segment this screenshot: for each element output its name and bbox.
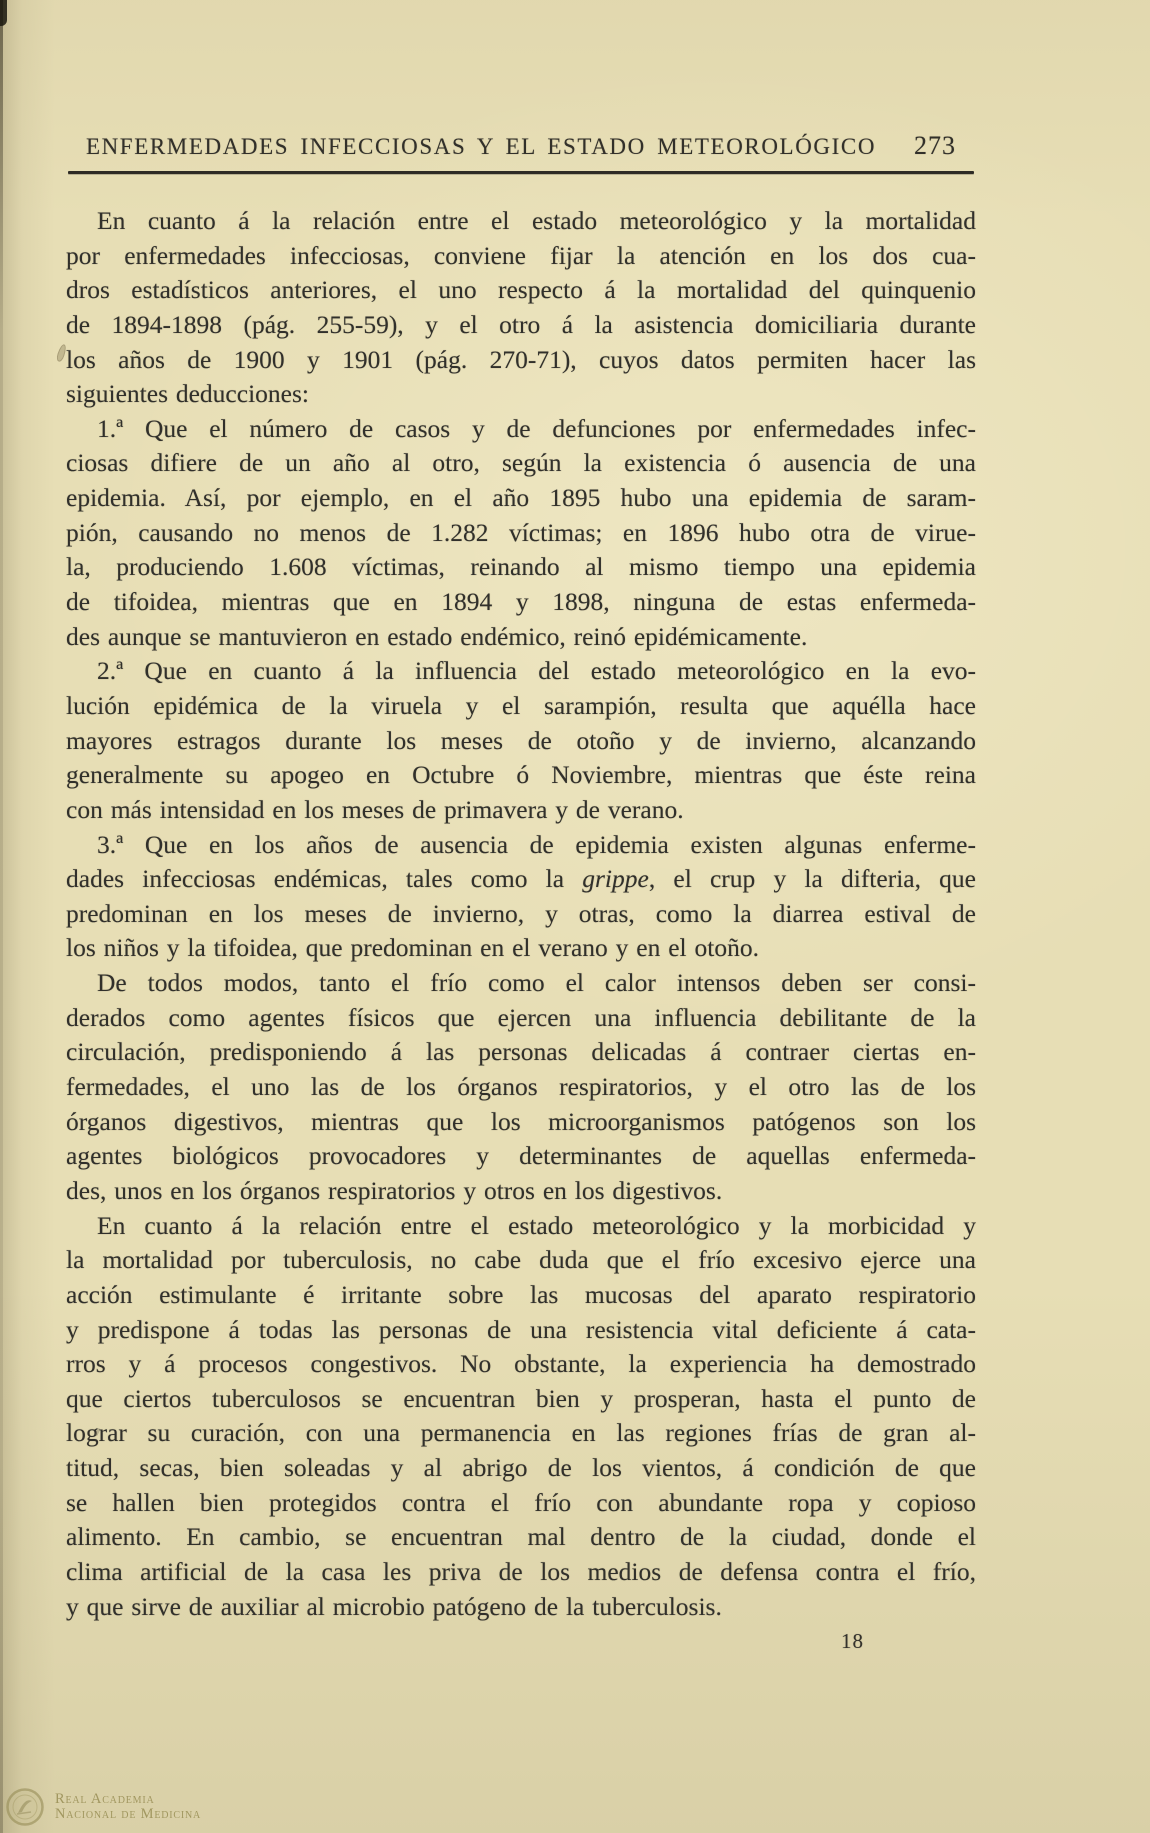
- text-line: ciosas difiere de un año al otro, según la existencia ó ausencia de una: [66, 448, 976, 478]
- text-line: agentes biológicos provocadores y determinantes de aquellas enfermeda-: [66, 1141, 976, 1171]
- text-line: lograr su curación, con una permanencia en las regiones frías de gran al-: [66, 1418, 976, 1448]
- text-line: 3.ª Que en los años de ausencia de epidemia existen algunas enferme-: [97, 829, 976, 859]
- text-line: rros y á procesos congestivos. No obstante, la experiencia ha demostrado: [66, 1349, 976, 1379]
- text-line: la, produciendo 1.608 víctimas, reinando al mismo tiempo una epidemia: [66, 552, 976, 582]
- signature-mark: 18: [841, 1629, 864, 1653]
- text-block: [66, 204, 976, 1624]
- text-line: generalmente su apogeo en Octubre ó Noviembre, mientras que éste reina: [66, 760, 976, 790]
- running-title: ENFERMEDADES INFECCIOSAS Y EL ESTADO METEOROLÓGICO: [85, 134, 877, 159]
- text-line: de tifoidea, mientras que en 1894 y 1898, ninguna de estas enfermeda-: [66, 587, 976, 617]
- text-line: circulación, predisponiendo á las personas delicadas á contraer ciertas en-: [66, 1037, 976, 1067]
- stamp-text: [55, 1792, 201, 1822]
- text-line: los niños y la tifoidea, que predominan en el verano y en el otoño.: [66, 933, 759, 963]
- text-line: órganos digestivos, mientras que los microorganismos patógenos son los: [66, 1106, 976, 1136]
- text-line: 2.ª Que en cuanto á la influencia del estado meteorológico en la evo-: [97, 656, 976, 686]
- text-line: En cuanto á la relación entre el estado meteorológico y la morbicidad y: [97, 1210, 976, 1240]
- text-line: derados como agentes físicos que ejercen una influencia debilitante de la: [66, 1002, 976, 1032]
- text-line: epidemia. Así, por ejemplo, en el año 1895 hubo una epidemia de saram-: [66, 483, 976, 513]
- paragraph: [66, 204, 976, 412]
- text-line: pión, causando no menos de 1.282 víctimas; en 1896 hubo otra de virue-: [66, 517, 976, 547]
- text-line: siguientes deducciones:: [66, 379, 309, 409]
- text-line: alimento. En cambio, se encuentran mal dentro de la ciudad, donde el: [66, 1522, 976, 1552]
- academy-seal-icon: [5, 1787, 45, 1827]
- text-line: con más intensidad en los meses de primavera y de verano.: [66, 794, 684, 824]
- paragraph: [66, 654, 976, 827]
- text-line: y que sirve de auxiliar al microbio patógeno de la tuberculosis.: [66, 1591, 722, 1621]
- paragraph: [66, 1209, 976, 1625]
- paragraph: [66, 828, 976, 967]
- running-head: [68, 131, 974, 161]
- text-line: que ciertos tuberculosos se encuentran bien y prosperan, hasta el punto de: [66, 1383, 976, 1413]
- text-line: titud, secas, bien soleadas y al abrigo de los vientos, á condición de que: [66, 1453, 976, 1483]
- text-line: la mortalidad por tuberculosis, no cabe duda que el frío excesivo ejerce una: [66, 1245, 976, 1275]
- stamp-line2: Nacional de Medicina: [55, 1806, 202, 1822]
- text-line: des aunque se mantuvieron en estado endémico, reinó epidémicamente.: [66, 621, 808, 651]
- text-line: En cuanto á la relación entre el estado meteorológico y la mortalidad: [97, 206, 976, 235]
- text-line: mayores estragos durante los meses de otoño y de invierno, alcanzando: [66, 725, 976, 755]
- stamp-line1: Real Academia: [55, 1791, 155, 1807]
- text-line: des, unos en los órganos respiratorios y otros en los digestivos.: [66, 1175, 723, 1205]
- text-line: se hallen bien protegidos contra el frío con abundante ropa y copioso: [66, 1487, 976, 1517]
- text-line: por enfermedades infecciosas, conviene fijar la atención en los dos cua-: [66, 240, 976, 270]
- text-line: y predispone á todas las personas de una resistencia vital deficiente á cata-: [66, 1314, 976, 1344]
- paragraph: [66, 412, 976, 654]
- text-line: predominan en los meses de invierno, y otras, como la diarrea estival de: [66, 898, 976, 928]
- text-line: dades infecciosas endémicas, tales como la grippe, el crup y la difteria, que: [66, 864, 976, 894]
- page-left-edge-shadow: [0, 0, 3, 1833]
- text-line: acción estimulante é irritante sobre las mucosas del aparato respiratorio: [66, 1279, 976, 1309]
- text-line: de 1894-1898 (pág. 255-59), y el otro á la asistencia domiciliaria durante: [66, 309, 976, 339]
- paragraph: [66, 966, 976, 1208]
- text-line: fermedades, el uno las de los órganos respiratorios, y el otro las de los: [66, 1072, 976, 1102]
- text-line: 1.ª Que el número de casos y de defunciones por enfermedades infec-: [97, 413, 976, 443]
- text-line: clima artificial de la casa les priva de los medios de defensa contra el frío,: [66, 1556, 976, 1586]
- text-line: De todos modos, tanto el frío como el calor intensos deben ser consi-: [97, 968, 976, 998]
- header-rule: [68, 171, 974, 174]
- page-number: 273: [914, 131, 957, 160]
- text-line: los años de 1900 y 1901 (pág. 270-71), cuyos datos permiten hacer las: [66, 344, 976, 374]
- binding-notch: [0, 0, 7, 26]
- text-line: dros estadísticos anteriores, el uno respecto á la mortalidad del quinquenio: [66, 275, 976, 305]
- library-stamp: [5, 1787, 201, 1827]
- text-line: lución epidémica de la viruela y el sarampión, resulta que aquélla hace: [66, 690, 976, 720]
